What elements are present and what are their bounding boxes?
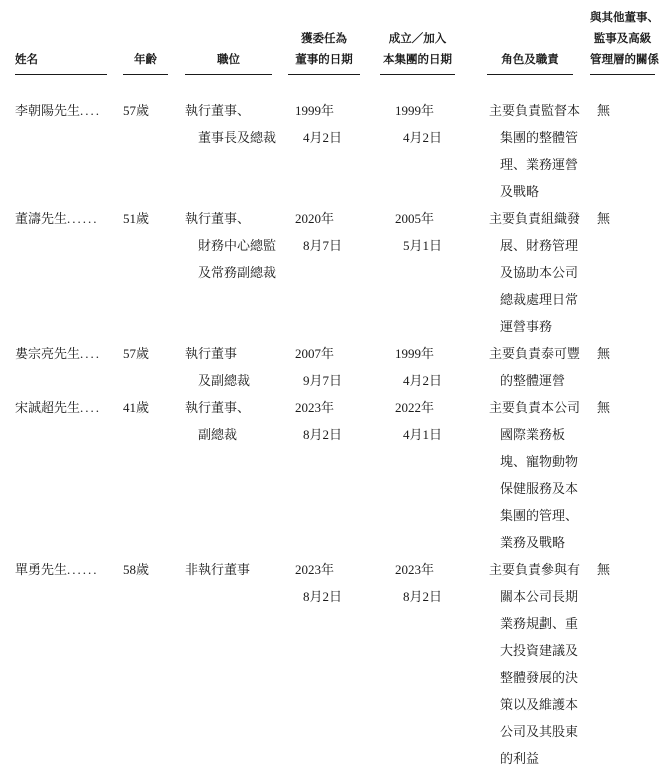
header-underline-name <box>15 50 107 75</box>
header-label-joined: 成立／加入 <box>388 33 447 45</box>
cell-name <box>15 394 123 421</box>
cell-role-line: 主要負責參與有 <box>489 562 581 577</box>
leader-dots: .... <box>80 400 102 415</box>
cell-position-line: 副總裁 <box>198 427 238 442</box>
cell-relationship: 無 <box>597 103 611 118</box>
cell-age: 57歲 <box>123 346 150 361</box>
directors-table-header <box>15 8 660 75</box>
cell-age: 57歲 <box>123 103 150 118</box>
cell-position <box>185 556 288 583</box>
cell-appointed <box>288 340 380 394</box>
cell-role <box>487 340 590 394</box>
cell-name <box>15 340 123 367</box>
cell-joined <box>380 205 487 259</box>
header-cell-relationship <box>590 8 659 75</box>
cell-joined-line: 2005年 <box>395 211 435 226</box>
cell-appointed-line: 8月7日 <box>303 238 343 253</box>
cell-position-line: 執行董事、 <box>185 400 251 415</box>
director-name: 董濤先生 <box>15 211 68 226</box>
header-label-relationship: 管理層的關係 <box>590 54 659 66</box>
director-name: 婁宗亮先生 <box>15 346 81 361</box>
leader-dots: ...... <box>67 562 99 577</box>
cell-relationship: 無 <box>597 346 611 361</box>
cell-position-line: 及副總裁 <box>198 373 251 388</box>
leader-dots: .... <box>80 346 102 361</box>
cell-position-line: 執行董事、 <box>185 103 251 118</box>
directors-table-body <box>15 97 660 769</box>
cell-appointed-line: 2007年 <box>295 346 335 361</box>
cell-joined-line: 2023年 <box>395 562 435 577</box>
cell-relationship: 無 <box>597 562 611 577</box>
cell-role-line: 整體發展的決 <box>500 670 579 685</box>
table-row <box>15 97 660 205</box>
cell-position <box>185 205 288 286</box>
leader-dots: .... <box>80 103 102 118</box>
cell-position <box>185 340 288 394</box>
table-row <box>15 340 660 394</box>
header-cell-role <box>487 8 590 75</box>
header-underline-appointed <box>288 29 360 75</box>
cell-role-line: 總裁處理日常 <box>500 292 579 307</box>
cell-joined-line: 1999年 <box>395 346 435 361</box>
cell-appointed-line: 8月2日 <box>303 427 343 442</box>
director-name: 宋誠超先生 <box>15 400 81 415</box>
header-label-joined: 本集團的日期 <box>383 54 452 66</box>
header-underline-joined <box>380 29 455 75</box>
leader-dots: ...... <box>67 211 99 226</box>
cell-joined <box>380 394 487 448</box>
cell-position-line: 非執行董事 <box>185 562 251 577</box>
cell-joined-line: 8月2日 <box>403 589 443 604</box>
cell-joined <box>380 340 487 394</box>
cell-position-line: 執行董事 <box>185 346 238 361</box>
cell-relationship: 無 <box>597 400 611 415</box>
cell-relationship: 無 <box>597 211 611 226</box>
cell-role-line: 關本公司長期 <box>500 589 579 604</box>
header-cell-position <box>185 8 288 75</box>
cell-role-line: 保健服務及本 <box>500 481 579 496</box>
cell-position-line: 執行董事、 <box>185 211 251 226</box>
header-label-appointed: 董事的日期 <box>295 54 353 66</box>
cell-position <box>185 394 288 448</box>
cell-position-line: 財務中心總監 <box>198 238 277 253</box>
cell-appointed-line: 1999年 <box>295 103 335 118</box>
header-cell-appointed <box>288 8 380 75</box>
cell-appointed-line: 4月2日 <box>303 130 343 145</box>
director-name: 李朝陽先生 <box>15 103 81 118</box>
header-label-position: 職位 <box>217 54 240 66</box>
header-label-relationship: 監事及高級 <box>593 33 652 45</box>
cell-role-line: 運營事務 <box>500 319 553 334</box>
cell-role-line: 塊、寵物動物 <box>500 454 579 469</box>
cell-role-line: 及戰略 <box>500 184 540 199</box>
cell-appointed-line: 8月2日 <box>303 589 343 604</box>
cell-role-line: 集團的整體管 <box>500 130 579 145</box>
header-underline-relationship <box>590 8 659 75</box>
cell-role-line: 的整體運營 <box>500 373 566 388</box>
cell-age: 41歲 <box>123 400 150 415</box>
cell-appointed-line: 2023年 <box>295 400 335 415</box>
cell-role-line: 的利益 <box>500 751 540 766</box>
header-underline-position <box>185 50 272 75</box>
cell-position-line: 董事長及總裁 <box>198 130 277 145</box>
cell-joined-line: 5月1日 <box>403 238 443 253</box>
header-cell-age <box>123 8 185 75</box>
cell-role <box>487 97 590 205</box>
cell-joined-line: 4月2日 <box>403 130 443 145</box>
header-cell-name <box>15 8 123 75</box>
cell-role-line: 及協助本公司 <box>500 265 579 280</box>
table-row <box>15 394 660 556</box>
cell-age: 58歲 <box>123 562 150 577</box>
cell-role-line: 主要負責監督本 <box>489 103 581 118</box>
table-row <box>15 556 660 769</box>
cell-joined-line: 4月1日 <box>403 427 443 442</box>
table-row <box>15 205 660 340</box>
header-label-appointed: 獲委任為 <box>301 33 347 45</box>
cell-role-line: 國際業務板 <box>500 427 566 442</box>
director-name: 單勇先生 <box>15 562 68 577</box>
cell-role-line: 主要負責泰可豐 <box>489 346 581 361</box>
header-underline-role <box>487 50 573 75</box>
cell-joined-line: 2022年 <box>395 400 435 415</box>
cell-name <box>15 205 123 232</box>
cell-name <box>15 556 123 583</box>
cell-role-line: 理、業務運營 <box>500 157 579 172</box>
cell-position <box>185 97 288 151</box>
cell-age: 51歲 <box>123 211 150 226</box>
cell-role-line: 大投資建議及 <box>500 643 579 658</box>
cell-joined-line: 4月2日 <box>403 373 443 388</box>
cell-role-line: 集團的管理、 <box>500 508 579 523</box>
cell-appointed <box>288 205 380 259</box>
cell-name <box>15 97 123 124</box>
cell-role <box>487 556 590 769</box>
header-label-age: 年齡 <box>134 54 157 66</box>
cell-role-line: 主要負責組織發 <box>489 211 581 226</box>
cell-position-line: 及常務副總裁 <box>198 265 277 280</box>
cell-joined <box>380 97 487 151</box>
header-label-name: 姓名 <box>15 54 38 66</box>
cell-role <box>487 394 590 556</box>
cell-appointed-line: 9月7日 <box>303 373 343 388</box>
header-label-relationship: 與其他董事、 <box>590 12 659 24</box>
header-cell-joined <box>380 8 487 75</box>
cell-role-line: 策以及維護本 <box>500 697 579 712</box>
cell-appointed <box>288 394 380 448</box>
cell-role-line: 業務及戰略 <box>500 535 566 550</box>
cell-appointed-line: 2020年 <box>295 211 335 226</box>
cell-appointed <box>288 556 380 610</box>
cell-joined <box>380 556 487 610</box>
header-label-role: 角色及職責 <box>501 54 559 66</box>
cell-role-line: 主要負責本公司 <box>489 400 581 415</box>
cell-role-line: 公司及其股東 <box>500 724 579 739</box>
header-underline-age <box>123 50 168 75</box>
cell-appointed <box>288 97 380 151</box>
cell-role-line: 展、財務管理 <box>500 238 579 253</box>
cell-joined-line: 1999年 <box>395 103 435 118</box>
cell-role-line: 業務規劃、重 <box>500 616 579 631</box>
cell-role <box>487 205 590 340</box>
cell-appointed-line: 2023年 <box>295 562 335 577</box>
